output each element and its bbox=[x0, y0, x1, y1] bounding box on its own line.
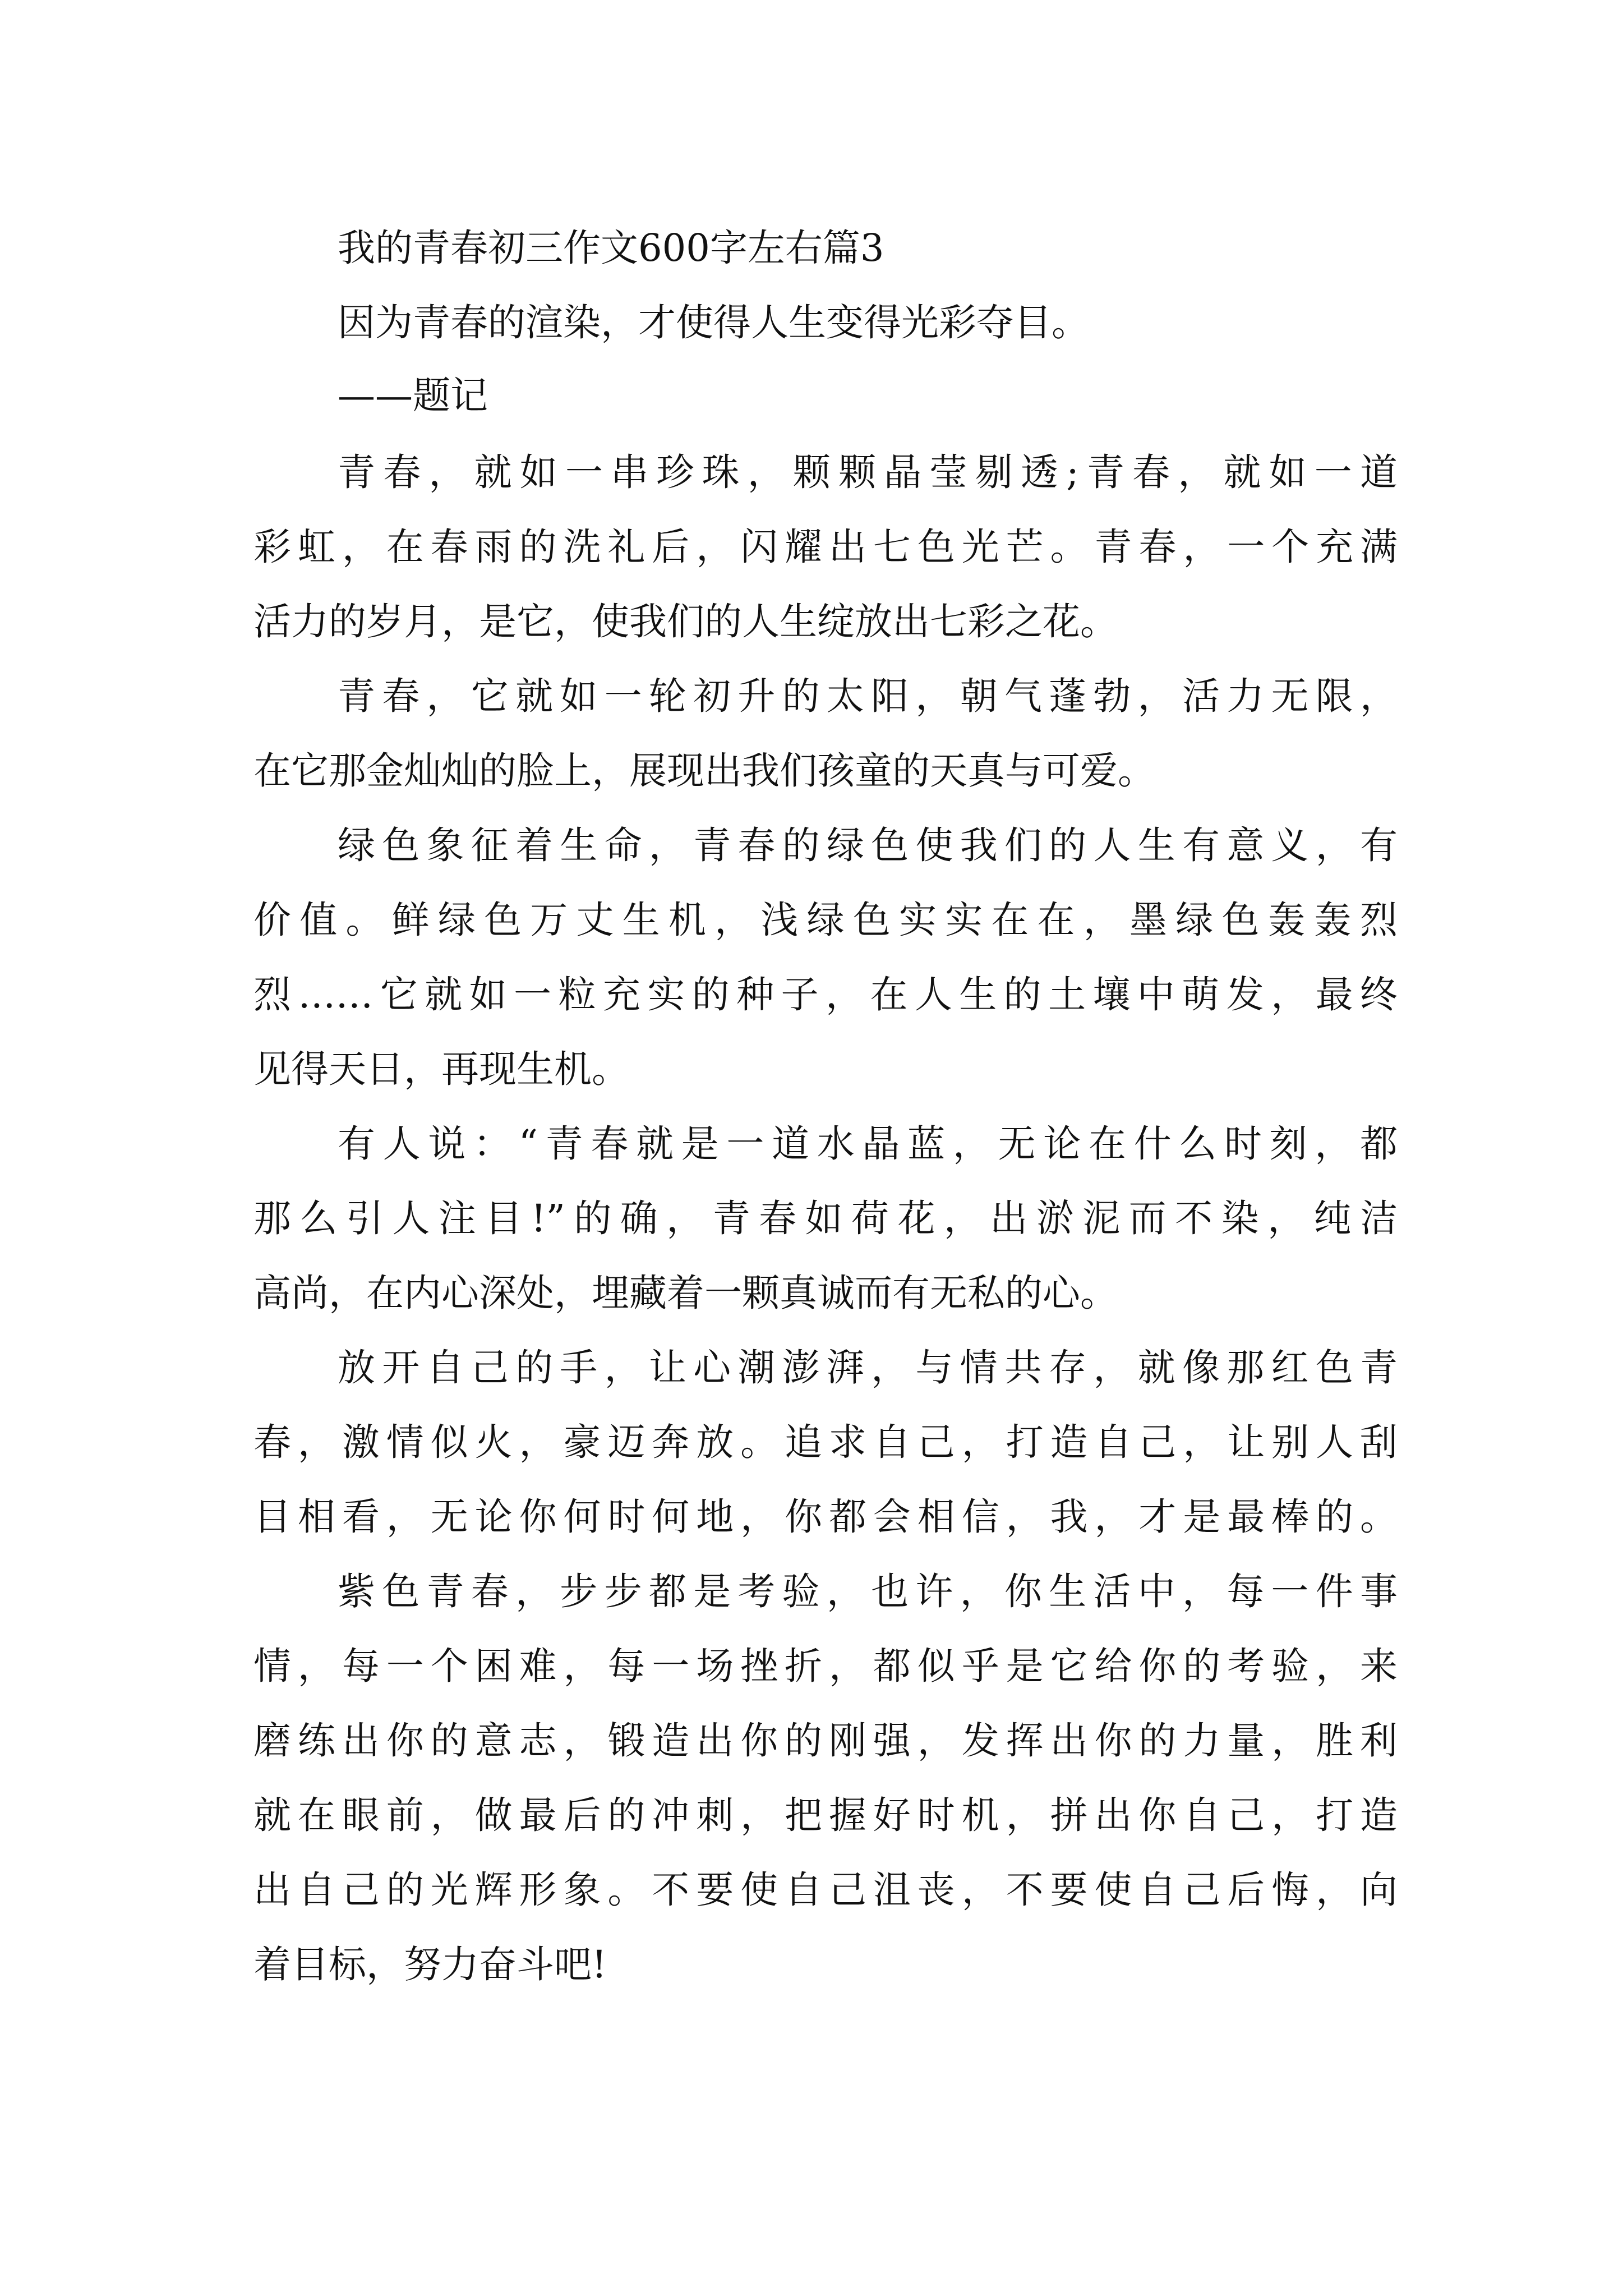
epigraph: 因为青春的渲染，才使得人生变得光彩夺目。 bbox=[338, 301, 1089, 344]
paragraph-5-line-2: 春，激情似火，豪迈奔放。追求自己，打造自己，让别人刮 bbox=[253, 1420, 1398, 1464]
paragraph-3-line-3: 烈……它就如一粒充实的种子，在人生的土壤中萌发，最终 bbox=[253, 973, 1398, 1016]
paragraph-2-line-2: 在它那金灿灿的脸上，展现出我们孩童的天真与可爱。 bbox=[253, 749, 1155, 793]
paragraph-6-line-2: 情，每一个困难，每一场挫折，都似乎是它给你的考验，来 bbox=[253, 1644, 1398, 1688]
paragraph-3-line-4: 见得天日，再现生机。 bbox=[253, 1047, 629, 1091]
paragraph-6-line-4: 就在眼前，做最后的冲刺，把握好时机，拼出你自己，打造 bbox=[253, 1793, 1398, 1837]
epigraph-source: ——题记 bbox=[338, 374, 488, 417]
paragraph-1-line-2: 彩虹，在春雨的洗礼后，闪耀出七色光芒。青春，一个充满 bbox=[253, 525, 1398, 569]
paragraph-5-line-1: 放开自己的手，让心潮澎湃，与情共存，就像那红色青 bbox=[338, 1346, 1398, 1389]
paragraph-6-line-6: 着目标，努力奋斗吧! bbox=[253, 1943, 607, 1986]
paragraph-3-line-2: 价值。鲜绿色万丈生机，浅绿色实实在在，墨绿色轰轰烈 bbox=[253, 898, 1398, 942]
paragraph-1-line-3: 活力的岁月，是它，使我们的人生绽放出七彩之花。 bbox=[253, 600, 1118, 643]
paragraph-5-line-3: 目相看，无论你何时何地，你都会相信，我，才是最棒的。 bbox=[253, 1495, 1398, 1539]
paragraph-2-line-1: 青春，它就如一轮初升的太阳，朝气蓬勃，活力无限， bbox=[338, 674, 1398, 718]
paragraph-6-line-1: 紫色青春，步步都是考验，也许，你生活中，每一件事 bbox=[338, 1570, 1398, 1613]
paragraph-4-line-3: 高尚，在内心深处，埋藏着一颗真诚而有无私的心。 bbox=[253, 1271, 1118, 1315]
article-title: 我的青春初三作文600字左右篇3 bbox=[338, 226, 884, 270]
paragraph-3-line-1: 绿色象征着生命，青春的绿色使我们的人生有意义，有 bbox=[338, 823, 1398, 867]
paragraph-6-line-5: 出自己的光辉形象。不要使自己沮丧，不要使自己后悔，向 bbox=[253, 1868, 1398, 1912]
paragraph-4-line-1: 有人说：“青春就是一道水晶蓝，无论在什么时刻，都 bbox=[338, 1122, 1398, 1166]
paragraph-4-line-2: 那么引人注目!”的确，青春如荷花，出淤泥而不染，纯洁 bbox=[253, 1197, 1398, 1240]
paragraph-1-line-1: 青春，就如一串珍珠，颗颗晶莹剔透;青春，就如一道 bbox=[338, 450, 1398, 494]
paragraph-6-line-3: 磨练出你的意志，锻造出你的刚强，发挥出你的力量，胜利 bbox=[253, 1719, 1398, 1763]
